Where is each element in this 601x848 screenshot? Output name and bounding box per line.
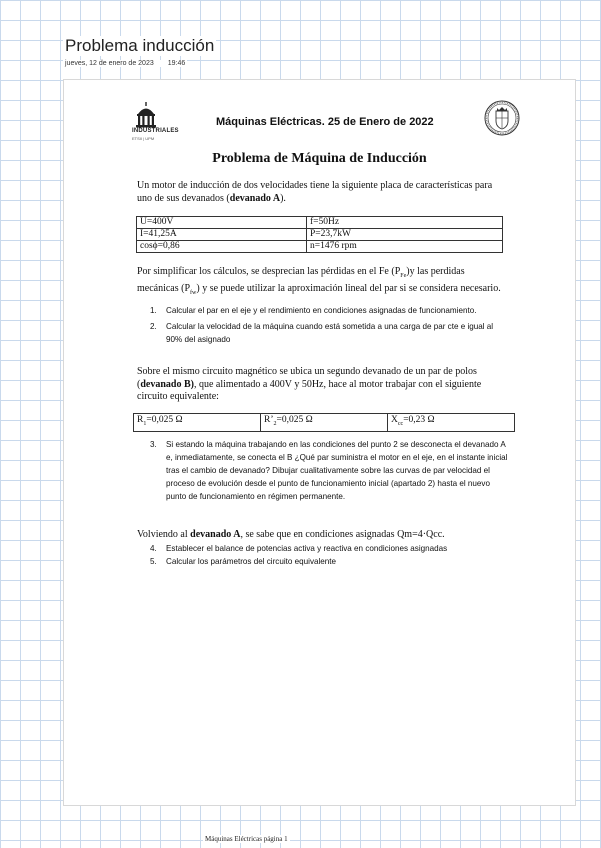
- equivalent-circuit-table: [133, 413, 515, 432]
- table-cell: f=50Hz: [306, 217, 502, 229]
- question-text: Si estando la máquina trabajando en las condiciones del punto 2 se desconecta el devanado A e, inmediatamente, se conecta el B ¿Qué par suministra el motor en el eje, en el instante inicial tras el cambio de devanado? Dibujar cualitativamente sobre las curvas de par velocidad el proceso de evolución desde el punto de funcionamiento inicial (apartado 2) hasta el nuevo punto de funcionamiento en régimen permanente.: [166, 440, 508, 501]
- subscript: 1: [143, 420, 147, 427]
- winding-a-end: , se sabe que en condiciones asignadas Qm=4·Qcc.: [240, 529, 445, 540]
- table-cell: [261, 414, 388, 432]
- question-list-c: [150, 542, 510, 568]
- note-title[interactable]: Problema inducción: [65, 36, 215, 55]
- table-row: [137, 217, 503, 229]
- intro-text: Un motor de inducción de dos velocidades tiene la siguiente placa de características para uno de sus devanados (: [137, 180, 493, 204]
- winding-a-paragraph: [137, 529, 517, 542]
- question-number: 5.: [150, 557, 157, 566]
- question-item: [150, 304, 510, 317]
- winding-a-text: Volviendo al: [137, 529, 191, 540]
- circuit-intro-paragraph: [137, 366, 502, 404]
- intro-bold: devanado A: [229, 192, 281, 204]
- header-title: Máquinas Eléctricas. 25 de Enero de 2022: [216, 116, 434, 128]
- param-symbol: X: [391, 415, 398, 425]
- question-item: [150, 438, 510, 503]
- table-cell: [134, 414, 261, 432]
- question-text: Calcular la velocidad de la máquina cuando está sometida a una carga de par cte e igual al 90% del asignado: [166, 322, 494, 344]
- building-icon: [135, 102, 157, 128]
- document-page: [63, 79, 576, 806]
- param-value: =0,23 Ω: [403, 415, 435, 425]
- question-number: 3.: [150, 440, 157, 449]
- question-list-a: [150, 304, 510, 349]
- simplify-text: Por simplificar los cálculos, se desprecian las pérdidas en el Fe (P: [137, 266, 401, 277]
- simplify-text: )y las perdidas mecánicas (P: [137, 266, 465, 294]
- question-item: [150, 542, 510, 555]
- note-date: jueves, 12 de enero de 2023: [65, 60, 154, 67]
- table-cell: [388, 414, 515, 432]
- question-number: 1.: [150, 306, 157, 315]
- table-row: [137, 241, 503, 253]
- table-cell: U=400V: [137, 217, 307, 229]
- note-time: 19:46: [167, 60, 186, 67]
- nameplate-table: [136, 216, 503, 253]
- param-symbol: R: [137, 415, 144, 425]
- question-number: 4.: [150, 544, 157, 553]
- subscript: 2: [273, 420, 277, 427]
- note-meta: [63, 60, 187, 67]
- circuit-intro-end: , que alimentado a 400V y 50Hz, hace al motor trabajar con el siguiente circuito equivalente:: [137, 378, 482, 402]
- circuit-intro-text: Sobre el mismo circuito magnético se ubica un segundo devanado de un par de polos (: [137, 366, 477, 390]
- subscript: cc: [397, 420, 404, 427]
- logo-subtitle: ETSII | UPM: [132, 136, 155, 141]
- simplify-text: ) y se puede utilizar la aproximación lineal del par si se considera necesario.: [196, 282, 501, 294]
- param-value: =0,025 Ω: [276, 415, 313, 425]
- document-title: Problema de Máquina de Inducción: [212, 151, 427, 166]
- question-number: 2.: [150, 322, 157, 331]
- table-cell: cosϕ=0,86: [137, 241, 307, 253]
- question-text: Calcular los parámetros del circuito equivalente: [166, 557, 337, 566]
- school-logo: [132, 102, 192, 142]
- param-value: =0,025 Ω: [146, 415, 183, 425]
- logo-word: INDUSTRIALES: [132, 128, 179, 134]
- simplification-paragraph: [137, 266, 502, 299]
- question-text: Calcular el par en el eje y el rendimiento en condiciones asignadas de funcionamiento.: [166, 306, 477, 315]
- intro-paragraph: [137, 180, 502, 205]
- subscript: fw: [190, 289, 197, 296]
- circuit-intro-bold: devanado B): [140, 378, 194, 390]
- question-item: [150, 320, 510, 346]
- page-footer: Máquinas Eléctricas página 1: [205, 835, 288, 843]
- table-row: [134, 414, 515, 432]
- table-cell: n=1476 rpm: [306, 241, 502, 253]
- table-row: [137, 229, 503, 241]
- intro-end: ).: [280, 192, 286, 204]
- table-cell: I=41,25A: [137, 229, 307, 241]
- question-list-b: [150, 438, 510, 506]
- param-symbol: R’: [264, 415, 274, 425]
- question-item: [150, 555, 510, 568]
- university-seal-icon: [484, 100, 520, 136]
- question-text: Establecer el balance de potencias activa y reactiva en condiciones asignadas: [166, 544, 448, 553]
- table-cell: P=23,7kW: [306, 229, 502, 241]
- winding-a-bold: devanado A: [190, 529, 241, 540]
- subscript: Fe: [400, 273, 407, 279]
